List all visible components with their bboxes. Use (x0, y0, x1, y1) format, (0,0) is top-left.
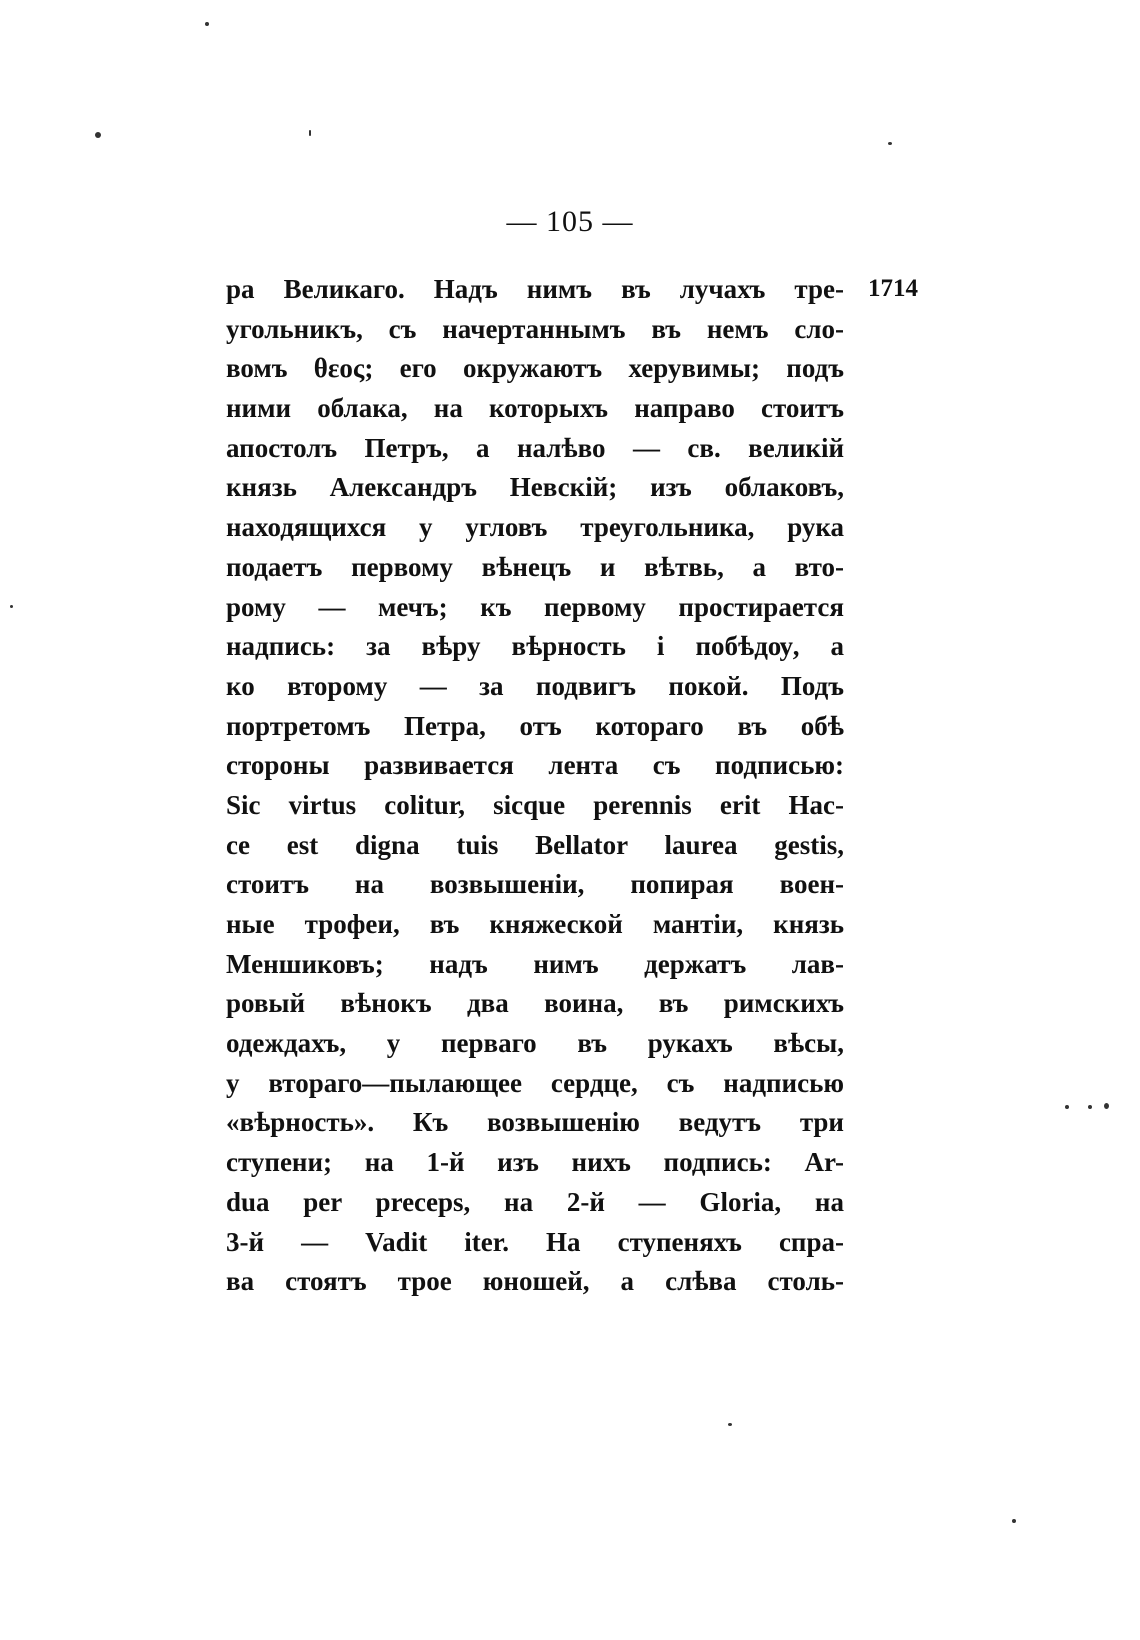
text-line: апостолъ Петръ, а налѣво — св. великій (226, 432, 844, 463)
margin-year-note: 1714 (868, 275, 918, 302)
scan-speck (205, 22, 209, 26)
text-line: одеждахъ, у перваго въ рукахъ вѣсы, (226, 1028, 844, 1059)
text-line: подаетъ первому вѣнецъ и вѣтвь, а вто- (226, 551, 844, 582)
text-line: у втораго—пылающее сердце, съ надписью (226, 1067, 844, 1098)
text-line: ные трофеи, въ княжеской мантіи, князь (226, 909, 844, 939)
text-line: ра Великаго. Надъ нимъ въ лучахъ тре- (226, 274, 844, 304)
text-line: ко второму — за подвигъ покой. Подъ (226, 670, 844, 701)
text-line: ними облака, на которыхъ направо стоитъ (226, 393, 844, 424)
scan-speck (728, 1423, 732, 1426)
text-line: dua per preceps, на 2-й — Gloria, на (226, 1186, 844, 1217)
page-number: — 105 — (506, 205, 634, 238)
text-line: Sic virtus colitur, sicque perennis erit Нас- (226, 789, 844, 820)
scan-speck (10, 605, 13, 608)
text-line: находящихся у угловъ треугольника, рука (226, 512, 844, 543)
text-line: стороны развивается лента съ подписью: (226, 750, 844, 781)
text-line: вомъ θεος; его окружаютъ херувимы; подъ (226, 353, 844, 384)
text-line: «вѣрность». Къ возвышенію ведутъ три (226, 1107, 844, 1138)
text-line: рому — мечъ; къ первому простирается (226, 591, 844, 622)
text-line: стоитъ на возвышеніи, попирая воен- (226, 869, 844, 900)
scan-speck (888, 142, 892, 145)
scan-speck (1088, 1105, 1092, 1109)
text-line: Меншиковъ; надъ нимъ держатъ лав- (226, 948, 844, 979)
body-text (226, 270, 844, 1302)
text-line: ступени; на 1-й изъ нихъ подпись: Ar- (226, 1147, 844, 1178)
text-line: надпись: за вѣру вѣрность і побѣдѹ, а (226, 631, 844, 662)
scan-speck (1065, 1105, 1069, 1109)
scan-speck (309, 130, 311, 136)
text-line: угольникъ, съ начертаннымъ въ немъ сло- (226, 313, 844, 344)
scan-speck (1012, 1519, 1016, 1523)
text-line: князь Александръ Невскій; изъ облаковъ, (226, 472, 844, 503)
scan-speck (1104, 1103, 1109, 1109)
text-line: ровый вѣнокъ два воина, въ римскихъ (226, 988, 844, 1019)
text-line: ва стоятъ трое юношей, а слѣва столь- (226, 1266, 844, 1297)
text-line: 3-й — Vadit iter. На ступеняхъ спра- (226, 1226, 844, 1257)
scan-speck (95, 132, 101, 138)
text-line: портретомъ Петра, отъ котораго въ обѣ (226, 710, 844, 741)
text-line: ce est digna tuis Bellator laurea gestis, (226, 829, 844, 860)
